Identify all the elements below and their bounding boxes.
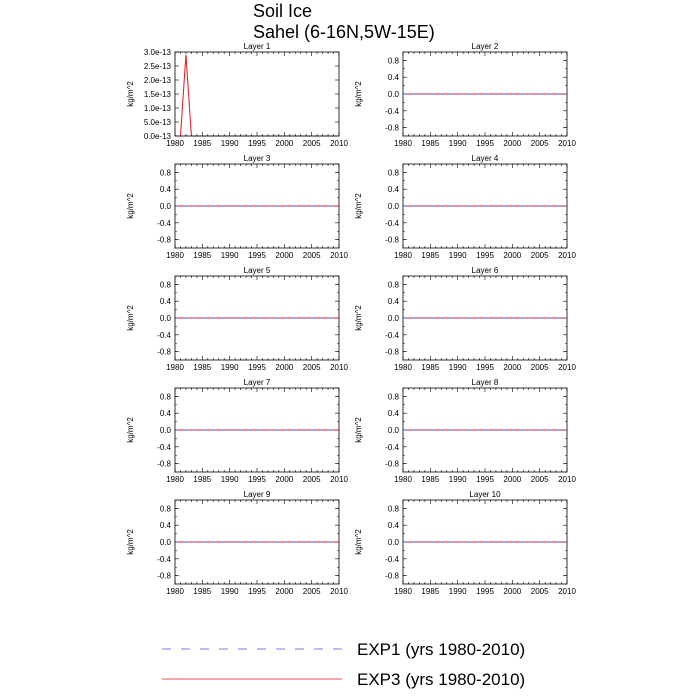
panel-title: Layer 3: [243, 154, 271, 163]
y-tick-label: 0.4: [159, 297, 171, 307]
panel-title: Layer 2: [471, 42, 499, 51]
y-axis-label: kg/m^2: [126, 305, 135, 331]
y-tick-label: -0.8: [385, 235, 399, 245]
x-tick-label: 2005: [530, 251, 549, 260]
y-tick-label: 0.0: [387, 202, 399, 211]
x-tick-label: 1980: [394, 363, 412, 372]
x-tick-label: 2010: [330, 587, 348, 596]
x-tick-label: 2010: [558, 363, 576, 372]
x-tick-label: 1995: [476, 363, 494, 372]
y-tick-label: 0.4: [159, 409, 171, 419]
y-tick-label: 0.0: [387, 314, 399, 323]
y-tick-label: 0.8: [159, 168, 171, 178]
y-tick-label: -0.8: [385, 571, 399, 581]
x-tick-label: 1980: [394, 251, 412, 260]
y-axis-label: kg/m^2: [354, 417, 363, 443]
y-tick-label: -0.4: [157, 554, 171, 564]
x-tick-label: 2000: [503, 587, 522, 596]
panel-6: [354, 266, 576, 372]
y-tick-label: 0.0: [387, 90, 399, 99]
panel-title: Layer 6: [471, 266, 499, 275]
x-tick-label: 1980: [166, 251, 184, 260]
x-tick-label: 2010: [558, 587, 576, 596]
y-tick-label: 0.8: [387, 280, 399, 290]
x-tick-label: 1980: [166, 475, 184, 484]
x-tick-label: 2005: [530, 475, 549, 484]
panel-title: Layer 4: [471, 154, 499, 163]
figure-title: Soil Ice: [253, 1, 313, 21]
x-tick-label: 2005: [530, 587, 549, 596]
x-tick-label: 1990: [448, 251, 467, 260]
y-tick-label: 0.8: [387, 56, 399, 66]
y-tick-label: -0.8: [157, 459, 171, 469]
y-tick-label: -0.4: [385, 218, 399, 228]
x-tick-label: 1990: [448, 587, 467, 596]
x-tick-label: 2005: [302, 139, 321, 148]
panel-2: [354, 42, 576, 148]
x-tick-label: 2000: [503, 475, 522, 484]
y-tick-label: 0.8: [159, 504, 171, 514]
y-tick-label: -0.8: [385, 123, 399, 133]
panel-title: Layer 10: [469, 490, 501, 499]
y-axis-label: kg/m^2: [354, 305, 363, 331]
y-tick-label: -0.4: [157, 442, 171, 452]
x-tick-label: 1995: [248, 363, 266, 372]
panel-8: [354, 378, 576, 484]
x-tick-label: 2000: [275, 475, 294, 484]
y-tick-label: -0.4: [157, 218, 171, 228]
y-tick-label: 0.8: [387, 504, 399, 514]
figure-subtitle: Sahel (6-16N,5W-15E): [253, 22, 435, 42]
x-tick-label: 1990: [220, 139, 239, 148]
x-tick-label: 2000: [503, 251, 522, 260]
y-tick-label: -0.8: [157, 347, 171, 357]
y-tick-label: 0.0: [159, 202, 171, 211]
x-tick-label: 2000: [275, 139, 294, 148]
x-tick-label: 1990: [448, 139, 467, 148]
panel-title: Layer 8: [471, 378, 499, 387]
x-tick-label: 1985: [193, 251, 212, 260]
x-tick-label: 2005: [302, 587, 321, 596]
y-tick-label: -0.8: [157, 235, 171, 245]
x-tick-label: 2005: [302, 363, 321, 372]
y-axis-label: kg/m^2: [126, 193, 135, 219]
legend: [162, 640, 525, 689]
x-tick-label: 2010: [330, 475, 348, 484]
panel-10: [354, 490, 576, 596]
x-tick-label: 1980: [166, 139, 184, 148]
panel-7: [126, 378, 348, 484]
x-tick-label: 1995: [248, 475, 266, 484]
y-axis-label: kg/m^2: [126, 529, 135, 555]
x-tick-label: 1980: [394, 587, 412, 596]
y-tick-label: 0.4: [387, 521, 399, 531]
x-tick-label: 1990: [448, 475, 467, 484]
y-tick-label: -0.4: [385, 554, 399, 564]
y-tick-label: 0.8: [159, 392, 171, 402]
x-tick-label: 1990: [448, 363, 467, 372]
x-tick-label: 1980: [166, 363, 184, 372]
x-tick-label: 2005: [530, 363, 549, 372]
x-tick-label: 1990: [220, 587, 239, 596]
panel-9: [126, 490, 348, 596]
panel-title: Layer 9: [243, 490, 271, 499]
plot-frame: [175, 52, 339, 136]
panel-4: [354, 154, 576, 260]
y-tick-label: 0.0: [387, 538, 399, 547]
y-tick-label: 0.8: [387, 168, 399, 178]
legend-label: EXP1 (yrs 1980-2010): [357, 640, 526, 659]
panel-title: Layer 1: [243, 42, 271, 51]
y-tick-label: 1.5e-13: [143, 90, 171, 99]
y-tick-label: 2.0e-13: [143, 76, 171, 85]
y-tick-label: 0.0: [159, 314, 171, 323]
x-tick-label: 1980: [394, 139, 412, 148]
y-axis-label: kg/m^2: [354, 529, 363, 555]
y-tick-label: 1.0e-13: [143, 104, 171, 113]
y-tick-label: -0.4: [385, 106, 399, 116]
x-tick-label: 2010: [558, 475, 576, 484]
x-tick-label: 1995: [476, 251, 494, 260]
y-tick-label: 0.8: [159, 280, 171, 290]
x-tick-label: 2010: [558, 139, 576, 148]
y-tick-label: 3.0e-13: [143, 48, 171, 57]
panel-title: Layer 5: [243, 266, 271, 275]
x-tick-label: 1990: [220, 251, 239, 260]
x-tick-label: 1985: [421, 139, 440, 148]
y-tick-label: 2.5e-13: [143, 62, 171, 71]
x-tick-label: 1995: [476, 587, 494, 596]
panel-5: [126, 266, 348, 372]
y-tick-label: 0.4: [387, 185, 399, 195]
x-tick-label: 1980: [166, 587, 184, 596]
x-tick-label: 1990: [220, 475, 239, 484]
x-tick-label: 1995: [248, 139, 266, 148]
y-tick-label: 0.4: [387, 409, 399, 419]
y-tick-label: 0.0: [159, 426, 171, 435]
x-tick-label: 1995: [476, 139, 494, 148]
y-tick-label: -0.4: [385, 442, 399, 452]
x-tick-label: 2005: [530, 139, 549, 148]
y-tick-label: 0.0: [387, 426, 399, 435]
y-tick-label: 0.4: [387, 73, 399, 83]
y-tick-label: 0.0: [159, 538, 171, 547]
x-tick-label: 2010: [330, 251, 348, 260]
y-tick-label: -0.8: [157, 571, 171, 581]
y-axis-label: kg/m^2: [126, 81, 135, 107]
y-axis-label: kg/m^2: [354, 81, 363, 107]
x-tick-label: 2010: [330, 363, 348, 372]
panel-3: [126, 154, 348, 260]
x-tick-label: 2000: [503, 139, 522, 148]
x-tick-label: 1985: [193, 587, 212, 596]
y-tick-label: 0.4: [159, 185, 171, 195]
x-tick-label: 2010: [558, 251, 576, 260]
x-tick-label: 2000: [275, 251, 294, 260]
y-axis-label: kg/m^2: [126, 417, 135, 443]
x-tick-label: 2000: [275, 363, 294, 372]
x-tick-label: 2000: [503, 363, 522, 372]
x-tick-label: 1995: [248, 251, 266, 260]
x-tick-label: 2005: [302, 251, 321, 260]
x-tick-label: 1995: [248, 587, 266, 596]
x-tick-label: 1985: [421, 587, 440, 596]
x-tick-label: 1995: [476, 475, 494, 484]
y-axis-label: kg/m^2: [354, 193, 363, 219]
x-tick-label: 2010: [330, 139, 348, 148]
x-tick-label: 1985: [421, 363, 440, 372]
y-tick-label: -0.8: [385, 347, 399, 357]
y-tick-label: 0.0e-13: [143, 132, 171, 141]
x-tick-label: 1985: [421, 251, 440, 260]
x-tick-label: 1985: [193, 139, 212, 148]
y-tick-label: -0.4: [385, 330, 399, 340]
y-tick-label: -0.8: [385, 459, 399, 469]
legend-label: EXP3 (yrs 1980-2010): [357, 670, 526, 689]
x-tick-label: 1985: [193, 475, 212, 484]
panel-1: [126, 42, 348, 148]
series-line-exp3: [175, 55, 339, 136]
y-tick-label: 0.8: [387, 392, 399, 402]
y-tick-label: 0.4: [387, 297, 399, 307]
x-tick-label: 1985: [193, 363, 212, 372]
x-tick-label: 2000: [275, 587, 294, 596]
y-tick-label: 5.0e-13: [143, 118, 171, 127]
x-tick-label: 2005: [302, 475, 321, 484]
x-tick-label: 1985: [421, 475, 440, 484]
y-tick-label: 0.4: [159, 521, 171, 531]
panel-title: Layer 7: [243, 378, 271, 387]
x-tick-label: 1990: [220, 363, 239, 372]
y-tick-label: -0.4: [157, 330, 171, 340]
x-tick-label: 1980: [394, 475, 412, 484]
